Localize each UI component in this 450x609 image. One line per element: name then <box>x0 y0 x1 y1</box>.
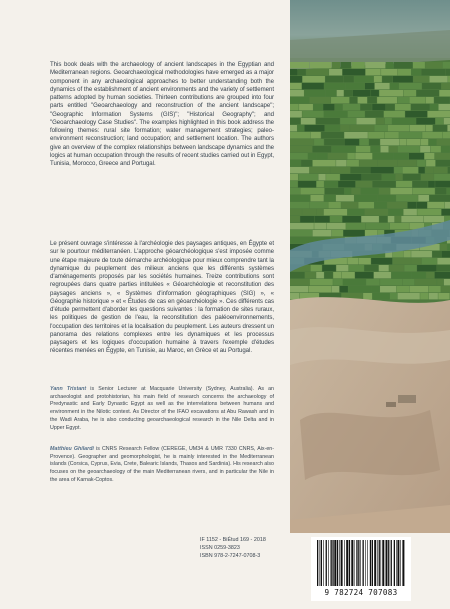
author-bio-text: is CNRS Research Fellow (CEREGE, UM34 & UMR 7330 CNRS, Aix-en-Provence). Geographer and geomorphologist, he is mainly interested in the Mediterranean islands (Corsica, Cyprus, Evia, Crete, Balearic Islands, Thasos and Sardinia). His research also focuses on the geoarchaeology of the main Mediterranean rivers, and in particular the Nile in the area of Karnak-Coptos. <box>50 446 275 483</box>
cover-photograph <box>290 0 450 533</box>
author-bio-ghilardi <box>50 446 274 485</box>
issn-line: ISSN 0259-3823 <box>200 545 240 552</box>
barcode-digits: 9 782724 707083 <box>324 588 398 597</box>
aerial-landscape-image <box>290 0 450 533</box>
colophon <box>200 536 266 561</box>
author-bio-tristant <box>50 386 274 432</box>
series-line: IF 1152 - BiÉtud 169 - 2018 <box>200 537 266 543</box>
author-name: Yann Tristant <box>50 386 87 392</box>
author-name: Matthieu Ghilardi <box>50 446 94 452</box>
isbn-barcode <box>311 537 411 601</box>
author-bio-text: is Senior Lecturer at Macquarie University (Sydney, Australia). As an archaeologist and protohistorian, his main field of research concerns the archaeology of Predynastic and Early Dynastic Egypt as well as the interrelations between humans and environment in the Nilotic context. As Director of the IFAO excavations at Abu Rawash and in the Wadi Araba, he is also conducting geoarchaeological research in the Nile Delta and in Upper Egypt. <box>50 386 274 431</box>
french-summary: Le présent ouvrage s'intéresse à l'archéologie des paysages antiques, en Égypte et sur le pourtour méditerranéen. L'approche géoarchéologique s'est imposée comme une étape majeure de toute démarche archéologique pour mieux comprendre tant la dynamique du peuplement des milieux anciens que les différents systèmes d'aménagements proposés par les sociétés humaines. Treize contributions sont regroupées dans quatre parties intitulées « Géoarchéologie et reconstitution des paysages anciens », « Systèmes d'information géographiques (SIG) », « Géographie historique » et « Études de cas en géoarchéologie ». Ces différents cas d'étude permettent d'aborder les questions suivantes : la formation de sites ruraux, les politiques de gestion de l'eau, la reconstitution des paléoenvironnements, l'occupation des territoires et la localisation du peuplement. Les auteurs dressent un panorama des relations complexes entre les dynamiques et les processus paysagers et les logiques d'occupation humaine à travers l'exemple d'études récentes menées en Égypte, en Tunisie, au Maroc, en Grèce et au Portugal. <box>50 240 274 355</box>
english-summary: This book deals with the archaeology of ancient landscapes in the Egyptian and Mediterranean regions. Geoarchaeological methodologies have emerged as a major component in any archaeological approaches to better understanding both the dynamics of the establishment of ancient environments and the variety of settlement patterns adopted by human societies. Thirteen contributions are grouped into four parts entitled "Geoarchaeology and reconstruction of the ancient landscape"; "Geographic Information Systems (GIS)"; "Historical Geography"; and "Geoarchaeology Case Studies". The examples highlighted in this book address the following themes: rural site formation; water management strategies; paleo-environment reconstruction; land occupation; and settlement location. The authors give an overview of the complex relationships between landscape dynamics and the logics at human occupation through the results of recent studies carried out in Egypt, Tunisia, Morocco, Greece and Portugal. <box>50 61 275 167</box>
isbn-line: ISBN 978-2-7247-0708-3 <box>200 553 261 560</box>
barcode-bars <box>315 540 407 586</box>
